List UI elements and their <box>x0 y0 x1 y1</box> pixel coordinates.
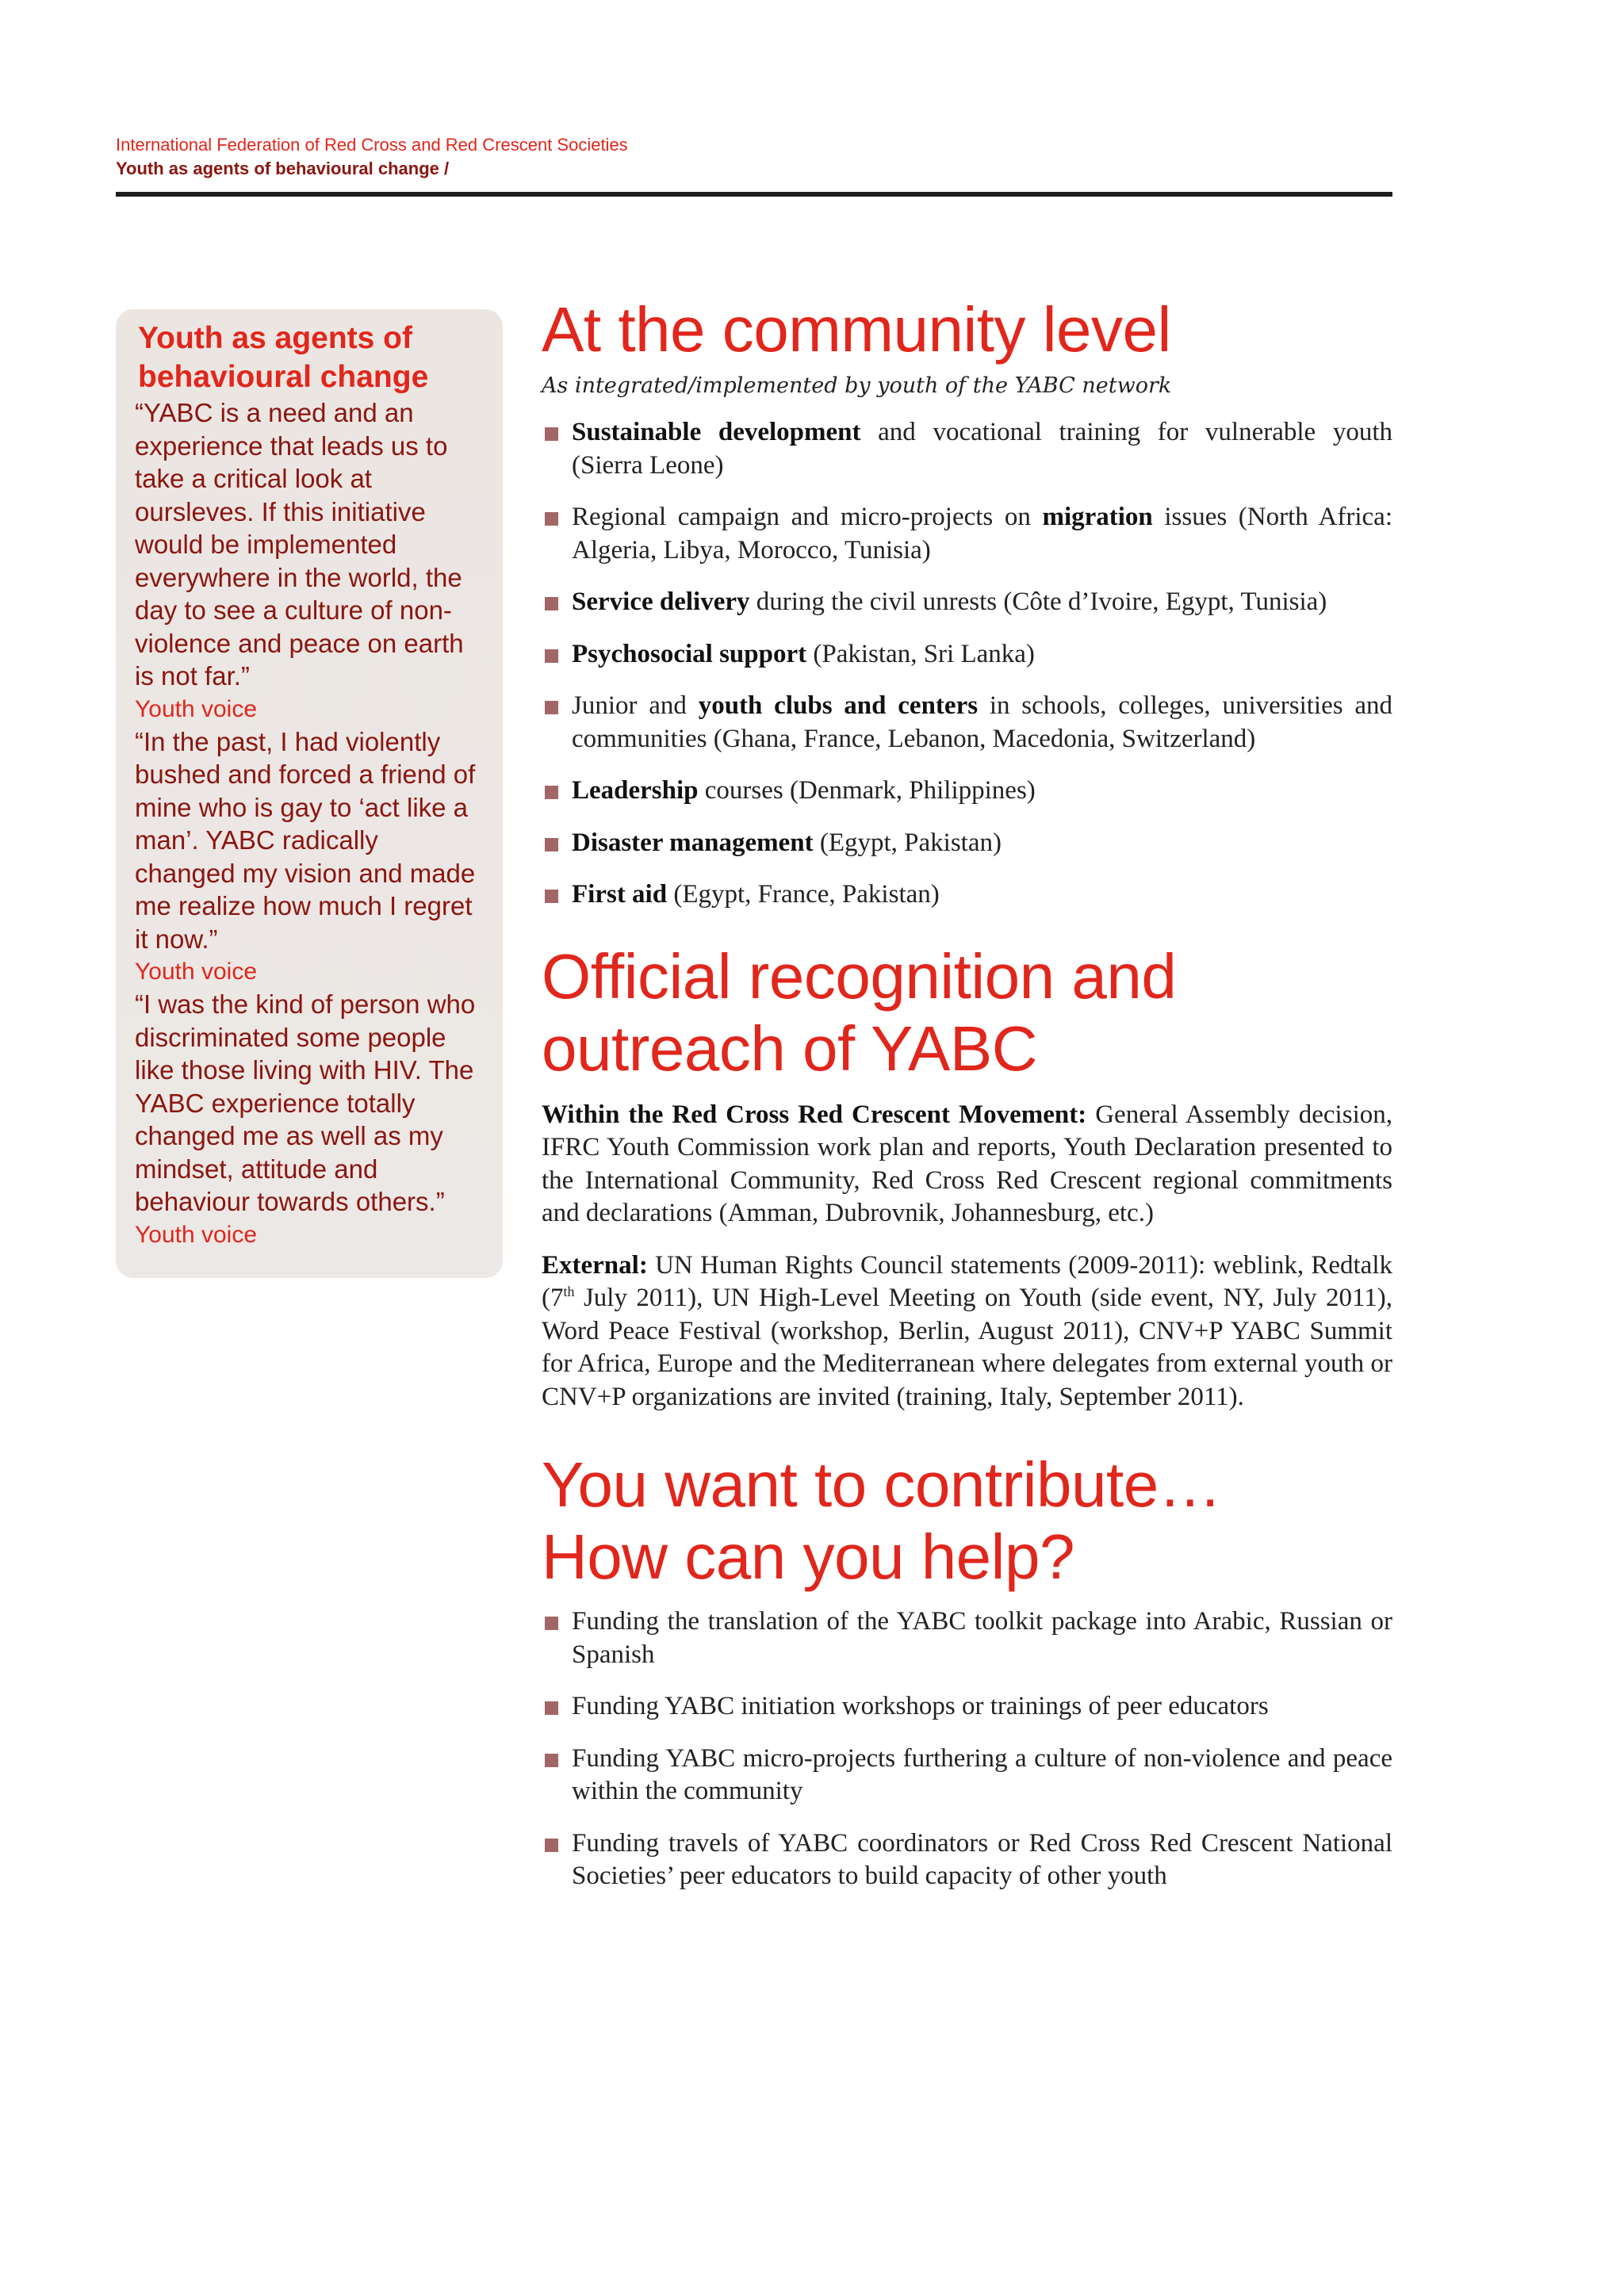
square-bullet-icon <box>545 1701 558 1715</box>
sidebar-title: Youth as agents of behavioural change <box>138 321 429 394</box>
list-item: Sustainable development and vocational training for vulnerable youth (Sierra Leone) <box>542 416 1392 482</box>
sidebar-quote: “YABC is a need and an experience that leads us to take a critical look at oursleves. If this initiative would be implemented everywhere in the world, the day to see a culture of non-violence and peace on earth is not far.” <box>135 398 464 691</box>
sidebar-quote-label: Youth voice <box>135 1221 258 1248</box>
organization-name: International Federation of Red Cross and Red Crescent Societies <box>116 135 628 155</box>
main-column <box>542 293 1392 1912</box>
square-bullet-icon <box>545 1754 558 1767</box>
recognition-section <box>542 940 1392 1414</box>
sidebar-box <box>116 309 503 1278</box>
community-section <box>542 293 1392 912</box>
community-list <box>542 416 1392 912</box>
list-item: Psychosocial support (Pakistan, Sri Lanka) <box>542 638 1392 672</box>
page-header <box>116 133 1392 181</box>
square-bullet-icon <box>545 1617 558 1630</box>
square-bullet-icon <box>545 1839 558 1852</box>
list-item: Leadership courses (Denmark, Philippines) <box>542 775 1392 808</box>
square-bullet-icon <box>545 890 558 903</box>
list-item: Service delivery during the civil unrests (Côte d’Ivoire, Egypt, Tunisia) <box>542 586 1392 619</box>
list-item: Junior and youth clubs and centers in schools, colleges, universities and communities (Ghana, France, Lebanon, Macedonia, Switzerland) <box>542 690 1392 756</box>
section-heading: At the community level <box>542 294 1171 365</box>
square-bullet-icon <box>545 701 558 714</box>
within-movement-paragraph: Within the Red Cross Red Crescent Movement: General Assembly decision, IFRC Youth Commission work plan and reports, Youth Declaration presented to the International Community, Red Cross Red Crescent regional commitments and declarations (Amman, Dubrovnik, Johannesburg, etc.) <box>542 1100 1392 1227</box>
contribute-list <box>542 1605 1392 1893</box>
square-bullet-icon <box>545 649 558 663</box>
sidebar-quote-label: Youth voice <box>135 959 258 985</box>
list-item: Funding travels of YABC coordinators or Red Cross Red Crescent National Societies’ peer educators to build capacity of other youth <box>542 1827 1392 1893</box>
list-item: Funding YABC initiation workshops or trainings of peer educators <box>542 1690 1392 1724</box>
sidebar-quote: “In the past, I had violently bushed and forced a friend of mine who is gay to ‘act like a man’. YABC radically changed my vision and made me realize how much I regret it now.” <box>135 726 476 954</box>
section-heading: You want to contribute… How can you help? <box>542 1449 1222 1592</box>
square-bullet-icon <box>545 597 558 610</box>
list-item: First aid (Egypt, France, Pakistan) <box>542 878 1392 912</box>
sidebar-quote: “I was the kind of person who discriminated some people like those living with HIV. The YABC experience totally changed me as well as my mindset, attitude and behaviour towards others.” <box>135 989 476 1216</box>
list-item: Disaster management (Egypt, Pakistan) <box>542 827 1392 860</box>
header-rule <box>116 192 1392 197</box>
list-item: Funding YABC micro-projects furthering a culture of non-violence and peace within the community <box>542 1743 1392 1808</box>
square-bullet-icon <box>545 786 558 799</box>
list-item: Regional campaign and micro-projects on migration issues (North Africa: Algeria, Libya, Morocco, Tunisia) <box>542 501 1392 567</box>
square-bullet-icon <box>545 427 558 441</box>
section-heading: Official recognition and outreach of YABC <box>542 940 1177 1084</box>
document-subtitle: Youth as agents of behavioural change / <box>116 159 450 178</box>
square-bullet-icon <box>545 512 558 526</box>
list-item: Funding the translation of the YABC toolkit package into Arabic, Russian or Spanish <box>542 1605 1392 1671</box>
section-intro: As integrated/implemented by youth of the YABC network <box>542 373 1172 398</box>
square-bullet-icon <box>545 838 558 851</box>
external-paragraph: External: UN Human Rights Council statements (2009-2011): weblink, Redtalk (7th July 2011), UN High-Level Meeting on Youth (side event, NY, July 2011), Word Peace Festival (workshop, Berlin, August 2011), CNV+P YABC Summit for Africa, Europe and the Mediterranean where delegates from external youth or CNV+P organizations are invited (training, Italy, September 2011). <box>542 1250 1392 1411</box>
sidebar-quote-label: Youth voice <box>135 695 258 722</box>
contribute-section <box>542 1448 1392 1893</box>
